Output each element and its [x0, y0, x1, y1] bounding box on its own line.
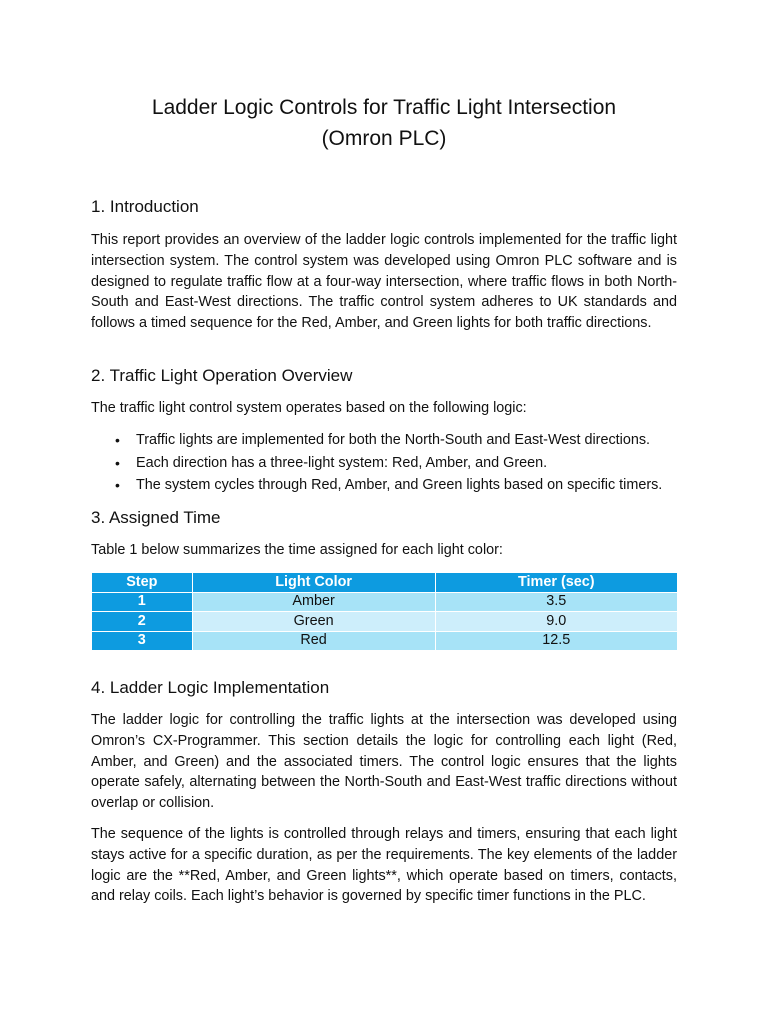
document-title — [0, 92, 768, 154]
cell-timer: 3.5 — [435, 592, 677, 612]
title-line-2: (Omron PLC) — [321, 127, 447, 150]
cell-timer: 12.5 — [435, 631, 677, 651]
overview-paragraph: The traffic light control system operates based on the following logic: — [91, 400, 527, 416]
column-header-timer: Timer (sec) — [435, 573, 677, 593]
ladder-logic-paragraph-2: The sequence of the lights is controlled through relays and timers, ensuring that each light stays active for a specific duration, as per the requirements. The key elements of the ladder logic are the **Red, Amber, and Green lights**, which operate based on timers, contacts, and relay coils. Each light’s behavior is governed by specific timer functions in the PLC. — [91, 826, 677, 905]
table-row — [92, 631, 678, 651]
cell-timer: 9.0 — [435, 612, 677, 632]
heading-introduction: 1. Introduction — [91, 197, 199, 216]
ladder-logic-paragraph-1: The ladder logic for controlling the traffic lights at the intersection was developed using Omron’s CX-Programmer. This section details the logic for controlling each light (Red, Amber, and Green) and the associated timers. The control logic ensures that the lights operate safely, alternating between the North-South and East-West traffic directions without overlap or collision. — [91, 712, 677, 812]
heading-ladder-logic: 4. Ladder Logic Implementation — [91, 678, 330, 697]
heading-operation-overview: 2. Traffic Light Operation Overview — [91, 366, 353, 385]
column-header-light-color: Light Color — [192, 573, 435, 593]
introduction-paragraph: This report provides an overview of the ladder logic controls implemented for the traffic light intersection system. The control system was developed using Omron PLC software and is designed to regulate traffic flow at a four-way intersection, where traffic flows in both North-South and East-West directions. The traffic control system adheres to UK standards and follows a timed sequence for the Red, Amber, and Green lights for both traffic directions. — [91, 232, 677, 332]
table-row — [92, 612, 678, 632]
bullet-item: • Traffic lights are implemented for both the North-South and East-West directions. — [91, 429, 691, 452]
cell-step: 1 — [92, 592, 193, 612]
column-header-step: Step — [92, 573, 193, 593]
overview-bullet-list — [91, 429, 691, 497]
timer-table — [91, 572, 678, 651]
title-line-1: Ladder Logic Controls for Traffic Light Intersection — [151, 96, 617, 119]
cell-light-color: Green — [192, 612, 435, 632]
cell-light-color: Red — [192, 631, 435, 651]
cell-step: 3 — [92, 631, 193, 651]
bullet-item: • Each direction has a three-light system: Red, Amber, and Green. — [91, 452, 691, 475]
assigned-time-paragraph: Table 1 below summarizes the time assigned for each light color: — [91, 542, 503, 558]
heading-assigned-time: 3. Assigned Time — [91, 508, 221, 527]
table-row — [92, 592, 678, 612]
cell-light-color: Amber — [192, 592, 435, 612]
bullet-item: • The system cycles through Red, Amber, and Green lights based on specific timers. — [91, 474, 691, 497]
cell-step: 2 — [92, 612, 193, 632]
table-header-row — [92, 573, 678, 593]
